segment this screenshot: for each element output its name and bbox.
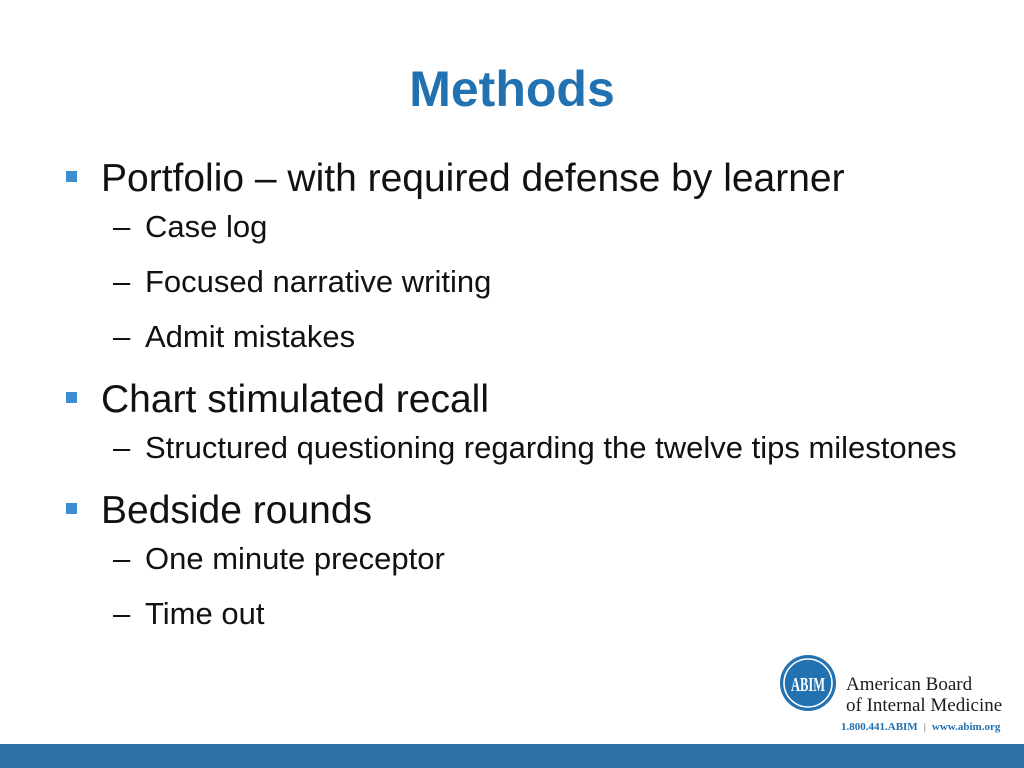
slide-title: Methods — [409, 61, 615, 117]
sub-item — [60, 318, 1000, 355]
dash-marker: – — [113, 541, 131, 576]
logo-wordmark — [846, 674, 1002, 716]
dash-marker: – — [113, 209, 131, 244]
bullet-text: Portfolio – with required defense by learner — [101, 157, 845, 200]
dash-marker: – — [113, 264, 131, 299]
logo-line-2: of Internal Medicine — [846, 695, 1003, 716]
sub-list — [60, 429, 1000, 466]
sub-item — [60, 595, 1000, 632]
square-bullet-icon — [66, 503, 77, 514]
dash-marker: – — [113, 430, 131, 465]
dash-marker: – — [113, 319, 131, 354]
sub-text: Focused narrative writing — [145, 264, 492, 299]
sub-text: Admit mistakes — [145, 319, 356, 354]
website-url: www.abim.org — [931, 721, 1001, 733]
sub-list — [60, 208, 1000, 355]
abim-emblem-icon — [779, 654, 837, 712]
emblem-letters: ABIM — [791, 674, 826, 696]
bullet-list — [60, 152, 1000, 650]
sub-item — [60, 540, 1000, 577]
square-bullet-icon — [66, 392, 77, 403]
square-bullet-icon — [66, 171, 77, 182]
dash-marker: – — [113, 596, 131, 631]
footer-bar — [0, 744, 1024, 768]
bullet-text: Chart stimulated recall — [101, 378, 489, 421]
sub-item — [60, 263, 1000, 300]
sub-item — [60, 429, 1000, 466]
sub-text: Time out — [145, 596, 265, 631]
contact-separator: | — [923, 721, 926, 733]
logo-contact — [841, 721, 1000, 733]
bullet-text: Bedside rounds — [101, 489, 373, 532]
abim-logo — [779, 654, 1019, 738]
phone-number: 1.800.441.ABIM — [841, 721, 918, 733]
sub-text: One minute preceptor — [145, 541, 445, 576]
sub-item — [60, 208, 1000, 245]
sub-list — [60, 540, 1000, 632]
bullet-item — [60, 373, 1000, 426]
sub-text: Structured questioning regarding the twelve tips milestones — [145, 430, 957, 465]
sub-text: Case log — [145, 209, 268, 244]
bullet-item — [60, 152, 1000, 205]
bullet-item — [60, 484, 1000, 537]
logo-line-1: American Board — [846, 674, 973, 695]
